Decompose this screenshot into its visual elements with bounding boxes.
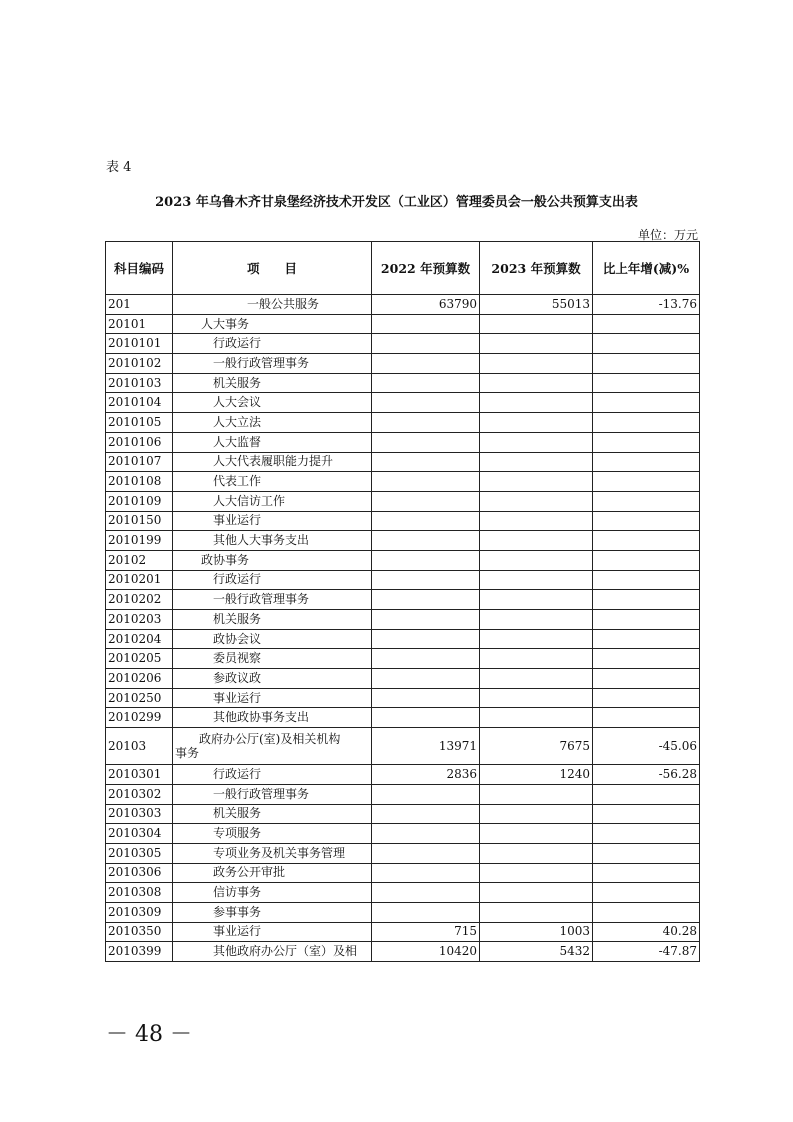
budget-2023-cell xyxy=(480,373,593,393)
budget-2023-cell xyxy=(480,804,593,824)
table-row xyxy=(106,452,700,472)
table-row xyxy=(106,824,700,844)
budget-2023-cell xyxy=(480,354,593,374)
item-name-cell: 人大立法 xyxy=(173,413,372,433)
change-percent-cell xyxy=(593,669,700,689)
budget-2023-cell: 7675 xyxy=(480,728,593,765)
subject-code-cell: 2010109 xyxy=(106,491,173,511)
budget-2022-cell xyxy=(372,883,480,903)
change-percent-cell xyxy=(593,531,700,551)
subject-code-cell: 2010104 xyxy=(106,393,173,413)
subject-code-cell: 2010201 xyxy=(106,570,173,590)
subject-code-cell: 2010101 xyxy=(106,334,173,354)
table-row xyxy=(106,765,700,785)
item-name-cell: 专项服务 xyxy=(173,824,372,844)
budget-2022-cell xyxy=(372,824,480,844)
subject-code-cell: 2010304 xyxy=(106,824,173,844)
budget-2022-cell: 63790 xyxy=(372,295,480,315)
item-name-cell: 机关服务 xyxy=(173,804,372,824)
budget-2023-cell xyxy=(480,843,593,863)
header-code: 科目编码 xyxy=(106,242,173,295)
budget-2023-cell xyxy=(480,511,593,531)
item-name-cell: 行政运行 xyxy=(173,334,372,354)
table-label: 表 4 xyxy=(106,160,132,175)
item-name-cell: 事业运行 xyxy=(173,688,372,708)
change-percent-cell xyxy=(593,452,700,472)
subject-code-cell: 2010107 xyxy=(106,452,173,472)
subject-code-cell: 2010204 xyxy=(106,629,173,649)
change-percent-cell xyxy=(593,688,700,708)
subject-code-cell: 2010206 xyxy=(106,669,173,689)
budget-2022-cell: 715 xyxy=(372,922,480,942)
change-percent-cell xyxy=(593,804,700,824)
subject-code-cell: 201 xyxy=(106,295,173,315)
budget-2023-cell xyxy=(480,629,593,649)
budget-2023-cell xyxy=(480,863,593,883)
budget-2022-cell xyxy=(372,334,480,354)
change-percent-cell xyxy=(593,432,700,452)
budget-2022-cell xyxy=(372,610,480,630)
table-row xyxy=(106,550,700,570)
budget-2022-cell xyxy=(372,590,480,610)
table-row xyxy=(106,570,700,590)
table-header-row xyxy=(106,242,700,295)
change-percent-cell xyxy=(593,511,700,531)
change-percent-cell xyxy=(593,354,700,374)
item-name-cell: 行政运行 xyxy=(173,765,372,785)
change-percent-cell xyxy=(593,393,700,413)
budget-2023-cell xyxy=(480,688,593,708)
budget-2023-cell xyxy=(480,491,593,511)
subject-code-cell: 2010299 xyxy=(106,708,173,728)
budget-2022-cell xyxy=(372,708,480,728)
budget-2022-cell xyxy=(372,669,480,689)
item-name-cell: 信访事务 xyxy=(173,883,372,903)
table-row xyxy=(106,902,700,922)
change-percent-cell xyxy=(593,784,700,804)
subject-code-cell: 2010205 xyxy=(106,649,173,669)
table-body xyxy=(106,295,700,962)
table-row xyxy=(106,334,700,354)
item-name-cell: 参事事务 xyxy=(173,902,372,922)
table-row xyxy=(106,708,700,728)
subject-code-cell: 2010108 xyxy=(106,472,173,492)
table-row xyxy=(106,922,700,942)
table-row xyxy=(106,590,700,610)
subject-code-cell: 2010308 xyxy=(106,883,173,903)
budget-2022-cell xyxy=(372,843,480,863)
table-row xyxy=(106,295,700,315)
table-row xyxy=(106,728,700,765)
budget-2023-cell xyxy=(480,393,593,413)
item-name-cell: 事业运行 xyxy=(173,511,372,531)
item-name-cell: 代表工作 xyxy=(173,472,372,492)
change-percent-cell xyxy=(593,334,700,354)
budget-2022-cell: 13971 xyxy=(372,728,480,765)
budget-2023-cell xyxy=(480,570,593,590)
budget-2022-cell xyxy=(372,413,480,433)
subject-code-cell: 2010106 xyxy=(106,432,173,452)
budget-2022-cell xyxy=(372,570,480,590)
subject-code-cell: 2010103 xyxy=(106,373,173,393)
budget-2022-cell: 10420 xyxy=(372,942,480,962)
budget-2022-cell xyxy=(372,531,480,551)
unit-label: 单位：万元 xyxy=(637,228,698,242)
budget-2023-cell xyxy=(480,452,593,472)
budget-2023-cell xyxy=(480,824,593,844)
item-name-cell xyxy=(173,728,372,765)
header-budget-2022: 2022 年预算数 xyxy=(372,242,480,295)
budget-2023-cell xyxy=(480,610,593,630)
item-name-cell: 政协事务 xyxy=(173,550,372,570)
budget-2023-cell xyxy=(480,883,593,903)
item-name-cell: 机关服务 xyxy=(173,610,372,630)
table-row xyxy=(106,610,700,630)
change-percent-cell xyxy=(593,590,700,610)
subject-code-cell: 2010301 xyxy=(106,765,173,785)
item-name-cell: 人大信访工作 xyxy=(173,491,372,511)
subject-code-cell: 2010102 xyxy=(106,354,173,374)
table-row xyxy=(106,472,700,492)
subject-code-cell: 20103 xyxy=(106,728,173,765)
change-percent-cell xyxy=(593,883,700,903)
item-name-cell: 政务公开审批 xyxy=(173,863,372,883)
budget-2022-cell xyxy=(372,393,480,413)
item-name-cell: 其他政协事务支出 xyxy=(173,708,372,728)
change-percent-cell: -13.76 xyxy=(593,295,700,315)
budget-2023-cell xyxy=(480,590,593,610)
item-name-cell: 机关服务 xyxy=(173,373,372,393)
item-name-cell: 一般行政管理事务 xyxy=(173,354,372,374)
header-budget-2023: 2023 年预算数 xyxy=(480,242,593,295)
budget-2023-cell xyxy=(480,531,593,551)
table-row xyxy=(106,531,700,551)
change-percent-cell xyxy=(593,629,700,649)
budget-2022-cell xyxy=(372,688,480,708)
budget-2023-cell xyxy=(480,902,593,922)
budget-2023-cell xyxy=(480,669,593,689)
budget-2023-cell xyxy=(480,413,593,433)
table-row xyxy=(106,373,700,393)
budget-2022-cell xyxy=(372,649,480,669)
table-row xyxy=(106,804,700,824)
change-percent-cell: 40.28 xyxy=(593,922,700,942)
change-percent-cell xyxy=(593,708,700,728)
change-percent-cell xyxy=(593,413,700,433)
budget-2022-cell xyxy=(372,784,480,804)
subject-code-cell: 2010399 xyxy=(106,942,173,962)
table-row xyxy=(106,688,700,708)
subject-code-cell: 2010203 xyxy=(106,610,173,630)
budget-2022-cell xyxy=(372,550,480,570)
budget-2023-cell xyxy=(480,334,593,354)
table-row xyxy=(106,649,700,669)
subject-code-cell: 2010199 xyxy=(106,531,173,551)
subject-code-cell: 2010350 xyxy=(106,922,173,942)
item-name-cell: 事业运行 xyxy=(173,922,372,942)
change-percent-cell xyxy=(593,550,700,570)
item-name-cell: 行政运行 xyxy=(173,570,372,590)
item-name-cell: 人大会议 xyxy=(173,393,372,413)
subject-code-cell: 2010150 xyxy=(106,511,173,531)
budget-2023-cell xyxy=(480,784,593,804)
subject-code-cell: 20101 xyxy=(106,314,173,334)
change-percent-cell: -45.06 xyxy=(593,728,700,765)
item-name-cell: 参政议政 xyxy=(173,669,372,689)
item-name-cell: 一般行政管理事务 xyxy=(173,784,372,804)
change-percent-cell xyxy=(593,902,700,922)
budget-2022-cell xyxy=(372,902,480,922)
table-row xyxy=(106,413,700,433)
header-change: 比上年增(减)% xyxy=(593,242,700,295)
item-name-cell: 人大事务 xyxy=(173,314,372,334)
item-name-cell: 人大代表履职能力提升 xyxy=(173,452,372,472)
table-row xyxy=(106,354,700,374)
budget-2022-cell xyxy=(372,629,480,649)
subject-code-cell: 2010202 xyxy=(106,590,173,610)
item-name-line2: 事务 xyxy=(175,746,200,761)
budget-2022-cell xyxy=(372,452,480,472)
item-name-cell: 人大监督 xyxy=(173,432,372,452)
budget-2023-cell xyxy=(480,708,593,728)
header-item: 项 目 xyxy=(173,242,372,295)
item-name-cell: 其他政府办公厅（室）及相 xyxy=(173,942,372,962)
page-number: － 48 － xyxy=(106,1022,192,1047)
change-percent-cell xyxy=(593,824,700,844)
subject-code-cell: 2010302 xyxy=(106,784,173,804)
change-percent-cell xyxy=(593,570,700,590)
budget-2022-cell xyxy=(372,863,480,883)
subject-code-cell: 20102 xyxy=(106,550,173,570)
change-percent-cell: -47.87 xyxy=(593,942,700,962)
item-name-cell: 委员视察 xyxy=(173,649,372,669)
table-row xyxy=(106,942,700,962)
budget-2023-cell xyxy=(480,472,593,492)
budget-2022-cell: 2836 xyxy=(372,765,480,785)
budget-2023-cell: 1240 xyxy=(480,765,593,785)
change-percent-cell xyxy=(593,314,700,334)
table-row xyxy=(106,432,700,452)
change-percent-cell xyxy=(593,843,700,863)
budget-2022-cell xyxy=(372,432,480,452)
table-row xyxy=(106,843,700,863)
subject-code-cell: 2010250 xyxy=(106,688,173,708)
budget-2022-cell xyxy=(372,314,480,334)
subject-code-cell: 2010306 xyxy=(106,863,173,883)
subject-code-cell: 2010303 xyxy=(106,804,173,824)
table-row xyxy=(106,314,700,334)
budget-2022-cell xyxy=(372,472,480,492)
change-percent-cell xyxy=(593,863,700,883)
change-percent-cell xyxy=(593,373,700,393)
table-row xyxy=(106,669,700,689)
table-row xyxy=(106,629,700,649)
table-row xyxy=(106,393,700,413)
item-name-cell: 一般公共服务 xyxy=(173,295,372,315)
budget-2022-cell xyxy=(372,373,480,393)
item-name-line1: 政府办公厅(室)及相关机构 xyxy=(199,732,341,747)
change-percent-cell xyxy=(593,472,700,492)
item-name-cell: 专项业务及机关事务管理 xyxy=(173,843,372,863)
budget-2023-cell: 55013 xyxy=(480,295,593,315)
budget-2022-cell xyxy=(372,511,480,531)
budget-2023-cell: 1003 xyxy=(480,922,593,942)
subject-code-cell: 2010309 xyxy=(106,902,173,922)
table-row xyxy=(106,511,700,531)
item-name-cell: 其他人大事务支出 xyxy=(173,531,372,551)
budget-2023-cell: 5432 xyxy=(480,942,593,962)
budget-table xyxy=(105,241,700,962)
table-row xyxy=(106,883,700,903)
table-row xyxy=(106,784,700,804)
budget-2022-cell xyxy=(372,354,480,374)
table-row xyxy=(106,863,700,883)
budget-2023-cell xyxy=(480,432,593,452)
budget-2022-cell xyxy=(372,804,480,824)
budget-2022-cell xyxy=(372,491,480,511)
budget-2023-cell xyxy=(480,649,593,669)
budget-2023-cell xyxy=(480,550,593,570)
change-percent-cell xyxy=(593,491,700,511)
item-name-cell: 一般行政管理事务 xyxy=(173,590,372,610)
subject-code-cell: 2010305 xyxy=(106,843,173,863)
change-percent-cell: -56.28 xyxy=(593,765,700,785)
table-row xyxy=(106,491,700,511)
subject-code-cell: 2010105 xyxy=(106,413,173,433)
change-percent-cell xyxy=(593,649,700,669)
item-name-cell: 政协会议 xyxy=(173,629,372,649)
document-title: 2023 年乌鲁木齐甘泉堡经济技术开发区（工业区）管理委员会一般公共预算支出表 xyxy=(155,195,638,210)
budget-2023-cell xyxy=(480,314,593,334)
change-percent-cell xyxy=(593,610,700,630)
